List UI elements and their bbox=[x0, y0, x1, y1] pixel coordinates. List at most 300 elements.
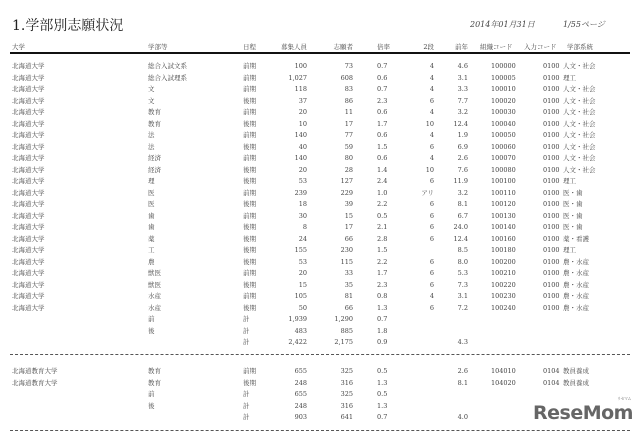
column-header-applicants: 志願者 bbox=[333, 43, 353, 51]
cell-faculty: 文 bbox=[148, 85, 155, 93]
cell-prev-year: 11.9 bbox=[453, 177, 468, 185]
cell-field: 農・水産 bbox=[563, 269, 589, 277]
cell-schedule: 前期 bbox=[243, 292, 256, 300]
cell-applicants: 66 bbox=[344, 234, 353, 243]
cell-schedule: 前期 bbox=[243, 131, 256, 139]
cell-schedule: 計 bbox=[243, 390, 250, 398]
cell-university: 北海道教育大学 bbox=[12, 367, 58, 375]
cell-applicants: 316 bbox=[340, 401, 353, 410]
cell-two-stage: 6 bbox=[429, 177, 434, 185]
cell-capacity: 53 bbox=[298, 257, 307, 266]
cell-prev-year: 12.4 bbox=[453, 119, 468, 128]
cell-capacity: 20 bbox=[298, 269, 307, 277]
cell-capacity: 655 bbox=[294, 390, 307, 398]
cell-org-code: 100050 bbox=[491, 131, 516, 139]
cell-schedule: 後期 bbox=[243, 165, 256, 174]
cell-field: 農・水産 bbox=[563, 303, 589, 312]
cell-schedule: 計 bbox=[243, 338, 250, 346]
cell-org-code: 100200 bbox=[491, 257, 516, 266]
block-divider bbox=[10, 354, 630, 355]
table-row bbox=[0, 73, 640, 84]
table-row bbox=[0, 389, 640, 400]
cell-field: 教員養成 bbox=[563, 367, 589, 375]
cell-capacity: 8 bbox=[302, 223, 307, 231]
cell-org-code: 100230 bbox=[491, 292, 516, 300]
cell-university: 北海道大学 bbox=[12, 303, 45, 312]
cell-applicants: 325 bbox=[340, 367, 353, 375]
cell-two-stage: 4 bbox=[429, 108, 434, 116]
cell-capacity: 24 bbox=[298, 234, 307, 243]
cell-input-code: 0100 bbox=[543, 257, 560, 266]
cell-two-stage: 4 bbox=[429, 292, 434, 300]
cell-prev-year: 6.9 bbox=[457, 142, 468, 151]
cell-faculty: 理 bbox=[148, 177, 155, 185]
cell-org-code: 100020 bbox=[491, 96, 516, 105]
table-row bbox=[0, 188, 640, 199]
cell-ratio: 1.7 bbox=[377, 119, 388, 128]
cell-ratio: 0.7 bbox=[377, 413, 388, 421]
page-title: 1.学部別志願状況 bbox=[12, 18, 124, 34]
column-header-schedule: 日程 bbox=[243, 43, 256, 51]
cell-capacity: 239 bbox=[294, 188, 307, 197]
cell-applicants: 608 bbox=[340, 73, 353, 82]
cell-faculty: 総合入試理系 bbox=[148, 73, 187, 82]
cell-field: 農・水産 bbox=[563, 280, 589, 289]
cell-prev-year: 7.6 bbox=[457, 165, 468, 174]
cell-ratio: 1.3 bbox=[377, 303, 388, 312]
cell-university: 北海道教育大学 bbox=[12, 378, 58, 387]
cell-capacity: 105 bbox=[294, 292, 307, 300]
cell-applicants: 77 bbox=[344, 131, 353, 139]
cell-two-stage: 6 bbox=[429, 303, 434, 312]
cell-ratio: 2.2 bbox=[377, 200, 388, 208]
cell-applicants: 73 bbox=[344, 62, 353, 70]
cell-capacity: 140 bbox=[294, 154, 307, 162]
cell-input-code: 0100 bbox=[543, 303, 560, 312]
cell-prev-year: 24.0 bbox=[453, 223, 468, 231]
cell-faculty: 医 bbox=[148, 188, 155, 197]
table-row bbox=[0, 211, 640, 222]
cell-applicants: 325 bbox=[340, 390, 353, 398]
cell-prev-year: 4.6 bbox=[457, 62, 468, 70]
cell-schedule: 計 bbox=[243, 401, 250, 410]
cell-prev-year: 8.1 bbox=[457, 200, 468, 208]
cell-org-code: 100100 bbox=[491, 177, 516, 185]
cell-ratio: 0.6 bbox=[377, 131, 388, 139]
table-row bbox=[0, 234, 640, 245]
cell-input-code: 0100 bbox=[543, 188, 560, 197]
cell-org-code: 104020 bbox=[491, 378, 516, 387]
cell-field: 医・歯 bbox=[563, 188, 583, 197]
page-number: 1/55ページ bbox=[563, 20, 605, 29]
table-row bbox=[0, 142, 640, 153]
cell-prev-year: 4.0 bbox=[457, 413, 468, 421]
cell-capacity: 248 bbox=[294, 401, 307, 410]
cell-field: 医・歯 bbox=[563, 223, 583, 231]
cell-schedule: 後期 bbox=[243, 200, 256, 208]
cell-field: 人文・社会 bbox=[563, 85, 596, 93]
cell-ratio: 0.6 bbox=[377, 108, 388, 116]
cell-applicants: 316 bbox=[340, 378, 353, 387]
cell-schedule: 後期 bbox=[243, 119, 256, 128]
cell-org-code: 100060 bbox=[491, 142, 516, 151]
cell-org-code: 100040 bbox=[491, 119, 516, 128]
table-row bbox=[0, 291, 640, 302]
cell-ratio: 1.7 bbox=[377, 269, 388, 277]
cell-schedule: 前期 bbox=[243, 154, 256, 162]
cell-faculty: 後 bbox=[148, 326, 155, 335]
cell-org-code: 100000 bbox=[491, 62, 516, 70]
cell-faculty: 教育 bbox=[148, 119, 161, 128]
cell-two-stage: 10 bbox=[425, 165, 434, 174]
cell-schedule: 前期 bbox=[243, 211, 256, 220]
cell-schedule: 前期 bbox=[243, 85, 256, 93]
cell-university: 北海道大学 bbox=[12, 96, 45, 105]
block-divider bbox=[10, 430, 630, 431]
table-row bbox=[0, 119, 640, 130]
cell-university: 北海道大学 bbox=[12, 177, 45, 185]
cell-input-code: 0100 bbox=[543, 269, 560, 277]
cell-schedule: 前期 bbox=[243, 188, 256, 197]
cell-capacity: 655 bbox=[294, 367, 307, 375]
cell-prev-year: 7.3 bbox=[457, 280, 468, 289]
table-row bbox=[0, 96, 640, 107]
cell-ratio: 2.3 bbox=[377, 280, 388, 289]
cell-university: 北海道大学 bbox=[12, 131, 45, 139]
cell-ratio: 1.8 bbox=[377, 326, 388, 335]
cell-prev-year: 12.4 bbox=[453, 234, 468, 243]
cell-university: 北海道大学 bbox=[12, 292, 45, 300]
cell-faculty: 歯 bbox=[148, 211, 155, 220]
table-row bbox=[0, 165, 640, 176]
cell-faculty: 獣医 bbox=[148, 269, 161, 277]
cell-applicants: 230 bbox=[340, 246, 353, 254]
cell-applicants: 641 bbox=[340, 413, 353, 421]
cell-two-stage: 4 bbox=[429, 73, 434, 82]
cell-ratio: 2.2 bbox=[377, 257, 388, 266]
cell-faculty: 農 bbox=[148, 257, 155, 266]
cell-university: 北海道大学 bbox=[12, 108, 45, 116]
cell-faculty: 文 bbox=[148, 96, 155, 105]
cell-org-code: 100210 bbox=[491, 269, 516, 277]
cell-field: 人文・社会 bbox=[563, 119, 596, 128]
cell-field: 医・歯 bbox=[563, 200, 583, 208]
cell-applicants: 229 bbox=[340, 188, 353, 197]
cell-ratio: 0.6 bbox=[377, 154, 388, 162]
cell-ratio: 2.8 bbox=[377, 234, 388, 243]
resemom-logo bbox=[533, 396, 633, 424]
cell-ratio: 0.7 bbox=[377, 85, 388, 93]
cell-schedule: 計 bbox=[243, 326, 250, 335]
cell-schedule: 後期 bbox=[243, 234, 256, 243]
table-row bbox=[0, 222, 640, 233]
cell-two-stage: 4 bbox=[429, 85, 434, 93]
cell-capacity: 30 bbox=[298, 211, 307, 220]
cell-input-code: 0100 bbox=[543, 131, 560, 139]
cell-schedule: 計 bbox=[243, 315, 250, 323]
cell-schedule: 前期 bbox=[243, 367, 256, 375]
cell-ratio: 1.0 bbox=[377, 188, 388, 197]
cell-prev-year: 8.1 bbox=[457, 378, 468, 387]
cell-two-stage: 6 bbox=[429, 211, 434, 220]
cell-field: 薬・看護 bbox=[563, 234, 589, 243]
cell-university: 北海道大学 bbox=[12, 188, 45, 197]
cell-field: 人文・社会 bbox=[563, 165, 596, 174]
cell-applicants: 28 bbox=[344, 165, 353, 174]
cell-schedule: 後期 bbox=[243, 223, 256, 231]
cell-capacity: 1,939 bbox=[288, 315, 307, 323]
report-date: 2014年01月31日 bbox=[470, 20, 535, 29]
cell-ratio: 1.4 bbox=[377, 165, 388, 174]
cell-university: 北海道大学 bbox=[12, 280, 45, 289]
cell-input-code: 0100 bbox=[543, 223, 560, 231]
table-row bbox=[0, 268, 640, 279]
cell-capacity: 40 bbox=[298, 142, 307, 151]
cell-prev-year: 2.6 bbox=[457, 154, 468, 162]
cell-applicants: 17 bbox=[344, 223, 353, 231]
table-row bbox=[0, 245, 640, 256]
cell-capacity: 50 bbox=[298, 303, 307, 312]
cell-field: 農・水産 bbox=[563, 257, 589, 266]
cell-schedule: 後期 bbox=[243, 303, 256, 312]
cell-ratio: 0.7 bbox=[377, 315, 388, 323]
cell-ratio: 0.5 bbox=[377, 211, 388, 220]
cell-org-code: 104010 bbox=[491, 367, 516, 375]
cell-prev-year: 8.5 bbox=[457, 246, 468, 254]
cell-org-code: 100220 bbox=[491, 280, 516, 289]
cell-faculty: 法 bbox=[148, 131, 155, 139]
cell-field: 人文・社会 bbox=[563, 96, 596, 105]
cell-prev-year: 5.3 bbox=[457, 269, 468, 277]
cell-two-stage: 6 bbox=[429, 200, 434, 208]
cell-org-code: 100110 bbox=[491, 188, 516, 197]
cell-faculty: 経済 bbox=[148, 154, 161, 162]
cell-two-stage: 6 bbox=[429, 234, 434, 243]
cell-capacity: 18 bbox=[298, 200, 307, 208]
cell-input-code: 0104 bbox=[543, 367, 560, 375]
cell-input-code: 0100 bbox=[543, 108, 560, 116]
cell-prev-year: 3.1 bbox=[457, 73, 468, 82]
cell-prev-year: 7.7 bbox=[457, 96, 468, 105]
cell-two-stage: 6 bbox=[429, 96, 434, 105]
cell-capacity: 155 bbox=[294, 246, 307, 254]
cell-faculty: 後 bbox=[148, 401, 155, 410]
cell-university: 北海道大学 bbox=[12, 142, 45, 151]
cell-capacity: 248 bbox=[294, 378, 307, 387]
logo-ruby: リセマム bbox=[617, 396, 631, 401]
cell-input-code: 0100 bbox=[543, 200, 560, 208]
cell-applicants: 86 bbox=[344, 96, 353, 105]
column-header-faculty: 学部等 bbox=[148, 43, 168, 51]
cell-capacity: 15 bbox=[298, 280, 307, 289]
cell-two-stage: アリ bbox=[421, 188, 434, 197]
column-header-capacity: 募集人員 bbox=[281, 43, 307, 51]
cell-prev-year: 8.0 bbox=[457, 257, 468, 266]
cell-field: 農・水産 bbox=[563, 292, 589, 300]
cell-org-code: 100120 bbox=[491, 200, 516, 208]
cell-ratio: 2.1 bbox=[377, 223, 388, 231]
cell-prev-year: 3.3 bbox=[457, 85, 468, 93]
cell-input-code: 0100 bbox=[543, 142, 560, 151]
cell-org-code: 100240 bbox=[491, 303, 516, 312]
cell-faculty: 医 bbox=[148, 200, 155, 208]
cell-prev-year: 3.1 bbox=[457, 292, 468, 300]
cell-ratio: 0.7 bbox=[377, 62, 388, 70]
cell-university: 北海道大学 bbox=[12, 211, 45, 220]
cell-ratio: 0.6 bbox=[377, 73, 388, 82]
cell-field: 理工 bbox=[563, 246, 576, 254]
column-header-prev-year: 前年 bbox=[455, 43, 468, 51]
table-row bbox=[0, 107, 640, 118]
cell-capacity: 37 bbox=[298, 96, 307, 105]
column-header-field: 学部系統 bbox=[567, 43, 593, 51]
table-row bbox=[0, 326, 640, 337]
cell-applicants: 35 bbox=[344, 280, 353, 289]
cell-university: 北海道大学 bbox=[12, 165, 45, 174]
cell-field: 人文・社会 bbox=[563, 108, 596, 116]
cell-university: 北海道大学 bbox=[12, 234, 45, 243]
cell-schedule: 前期 bbox=[243, 62, 256, 70]
cell-university: 北海道大学 bbox=[12, 73, 45, 82]
cell-org-code: 100130 bbox=[491, 211, 516, 220]
cell-faculty: 経済 bbox=[148, 165, 161, 174]
cell-prev-year: 6.7 bbox=[457, 211, 468, 220]
table-row bbox=[0, 176, 640, 187]
cell-input-code: 0100 bbox=[543, 177, 560, 185]
cell-input-code: 0104 bbox=[543, 378, 560, 387]
cell-field: 医・歯 bbox=[563, 211, 583, 220]
table-row bbox=[0, 314, 640, 325]
cell-schedule: 前期 bbox=[243, 108, 256, 116]
cell-applicants: 1,290 bbox=[334, 315, 353, 323]
cell-ratio: 0.9 bbox=[377, 338, 388, 346]
cell-applicants: 127 bbox=[340, 177, 353, 185]
cell-schedule: 前期 bbox=[243, 73, 256, 82]
cell-ratio: 0.5 bbox=[377, 367, 388, 375]
cell-prev-year: 4.3 bbox=[457, 338, 468, 346]
cell-faculty: 教育 bbox=[148, 378, 161, 387]
table-row bbox=[0, 280, 640, 291]
cell-applicants: 11 bbox=[344, 108, 353, 116]
cell-applicants: 17 bbox=[344, 119, 353, 128]
cell-capacity: 1,027 bbox=[288, 73, 307, 82]
cell-schedule: 後期 bbox=[243, 142, 256, 151]
cell-applicants: 33 bbox=[344, 269, 353, 277]
cell-field: 教員養成 bbox=[563, 378, 589, 387]
cell-prev-year: 1.9 bbox=[457, 131, 468, 139]
cell-schedule: 後期 bbox=[243, 378, 256, 387]
cell-prev-year: 3.2 bbox=[457, 188, 468, 197]
cell-org-code: 100030 bbox=[491, 108, 516, 116]
cell-prev-year: 3.2 bbox=[457, 108, 468, 116]
cell-faculty: 工 bbox=[148, 246, 155, 254]
cell-ratio: 1.3 bbox=[377, 378, 388, 387]
cell-capacity: 2,422 bbox=[288, 338, 307, 346]
cell-university: 北海道大学 bbox=[12, 85, 45, 93]
cell-capacity: 903 bbox=[294, 413, 307, 421]
cell-capacity: 483 bbox=[294, 326, 307, 335]
cell-org-code: 100180 bbox=[491, 246, 516, 254]
cell-faculty: 法 bbox=[148, 142, 155, 151]
cell-input-code: 0100 bbox=[543, 85, 560, 93]
cell-schedule: 前期 bbox=[243, 269, 256, 277]
cell-input-code: 0100 bbox=[543, 246, 560, 254]
cell-schedule: 後期 bbox=[243, 246, 256, 254]
cell-field: 人文・社会 bbox=[563, 142, 596, 151]
cell-field: 理工 bbox=[563, 73, 576, 82]
cell-applicants: 2,175 bbox=[334, 338, 353, 346]
cell-capacity: 100 bbox=[294, 62, 307, 70]
cell-faculty: 獣医 bbox=[148, 280, 161, 289]
cell-faculty: 水産 bbox=[148, 292, 161, 300]
cell-two-stage: 10 bbox=[425, 119, 434, 128]
cell-schedule: 後期 bbox=[243, 177, 256, 185]
cell-org-code: 100160 bbox=[491, 234, 516, 243]
cell-schedule: 後期 bbox=[243, 257, 256, 266]
table-row bbox=[0, 130, 640, 141]
cell-field: 理工 bbox=[563, 177, 576, 185]
cell-input-code: 0100 bbox=[543, 154, 560, 162]
cell-ratio: 0.5 bbox=[377, 390, 388, 398]
cell-prev-year: 2.6 bbox=[457, 367, 468, 375]
cell-faculty: 教育 bbox=[148, 367, 161, 375]
cell-ratio: 2.4 bbox=[377, 177, 388, 185]
cell-applicants: 39 bbox=[344, 200, 353, 208]
logo-text: ReseMom bbox=[533, 402, 633, 424]
cell-university: 北海道大学 bbox=[12, 257, 45, 266]
cell-faculty: 総合入試文系 bbox=[148, 62, 187, 70]
cell-university: 北海道大学 bbox=[12, 223, 45, 231]
table-row bbox=[0, 153, 640, 164]
cell-university: 北海道大学 bbox=[12, 269, 45, 277]
cell-input-code: 0100 bbox=[543, 73, 560, 82]
column-header-ratio: 倍率 bbox=[377, 43, 390, 51]
cell-input-code: 0100 bbox=[543, 96, 560, 105]
table-row bbox=[0, 378, 640, 389]
cell-faculty: 歯 bbox=[148, 223, 155, 231]
cell-capacity: 140 bbox=[294, 131, 307, 139]
cell-two-stage: 4 bbox=[429, 131, 434, 139]
cell-capacity: 53 bbox=[298, 177, 307, 185]
table-row bbox=[0, 366, 640, 377]
cell-prev-year: 7.2 bbox=[457, 303, 468, 312]
cell-input-code: 0100 bbox=[543, 165, 560, 174]
cell-applicants: 81 bbox=[344, 292, 353, 300]
cell-capacity: 20 bbox=[298, 165, 307, 174]
cell-faculty: 教育 bbox=[148, 108, 161, 116]
column-header-org-code: 組織コード bbox=[480, 43, 513, 51]
cell-schedule: 後期 bbox=[243, 280, 256, 289]
cell-university: 北海道大学 bbox=[12, 154, 45, 162]
column-header-two-stage: 2段 bbox=[423, 43, 434, 51]
cell-field: 人文・社会 bbox=[563, 131, 596, 139]
cell-applicants: 59 bbox=[344, 142, 353, 151]
cell-faculty: 薬 bbox=[148, 234, 155, 243]
cell-university: 北海道大学 bbox=[12, 62, 45, 70]
cell-input-code: 0100 bbox=[543, 292, 560, 300]
table-row bbox=[0, 61, 640, 72]
cell-capacity: 10 bbox=[298, 119, 307, 128]
column-header-input-code: 入力コード bbox=[524, 43, 557, 51]
cell-org-code: 100080 bbox=[491, 165, 516, 174]
cell-two-stage: 6 bbox=[429, 280, 434, 289]
cell-org-code: 100005 bbox=[491, 73, 516, 82]
cell-applicants: 83 bbox=[344, 85, 353, 93]
cell-input-code: 0100 bbox=[543, 234, 560, 243]
cell-two-stage: 6 bbox=[429, 223, 434, 231]
cell-schedule: 後期 bbox=[243, 96, 256, 105]
cell-faculty: 水産 bbox=[148, 303, 161, 312]
